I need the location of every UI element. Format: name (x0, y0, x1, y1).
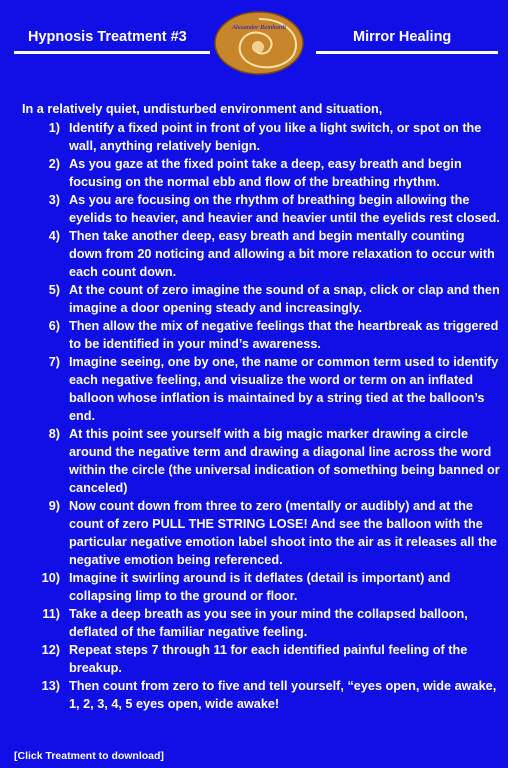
step-number: 13) (41, 679, 60, 693)
intro-text: In a relatively quiet, undisturbed environment and situation, (22, 102, 383, 116)
step-number: 10) (41, 571, 60, 585)
step-number: 11) (42, 607, 60, 621)
step-number: 9) (48, 499, 60, 513)
step-number: 5) (48, 283, 60, 297)
step-number: 4) (48, 229, 60, 243)
step-text: At this point see yourself with a big magic marker drawing a circle around the negative term and drawing a diagonal line across the word within the circle (the universal indication of something being banned or canceled) (69, 427, 500, 495)
list-item (22, 155, 500, 191)
step-number: 3) (48, 193, 60, 207)
step-text: Identify a fixed point in front of you like a light switch, or spot on the wall, anything relatively benign. (69, 121, 482, 153)
list-item (22, 353, 500, 425)
list-item (22, 281, 500, 317)
list-item (22, 641, 500, 677)
step-number: 1) (48, 121, 60, 135)
step-number: 12) (41, 643, 60, 657)
list-item (22, 191, 500, 227)
treatment-content (22, 100, 500, 713)
logo-text: Alexander Reinhardt (231, 24, 287, 31)
step-text: Then count from zero to five and tell yourself, “eyes open, wide awake, 1, 2, 3, 4, 5 eyes open, wide awake! (69, 679, 497, 711)
step-text: Then take another deep, easy breath and begin mentally counting down from 20 noticing and allowing a bit more relaxation to occur with each count down. (69, 229, 495, 279)
step-text: Imagine it swirling around is it deflates (detail is important) and collapsing limp to the ground or floor. (69, 571, 451, 603)
list-item (22, 605, 500, 641)
list-item (22, 569, 500, 605)
header-left-rule (14, 51, 210, 54)
steps-list (22, 119, 500, 713)
list-item (22, 425, 500, 497)
step-text: At the count of zero imagine the sound of a snap, click or clap and then imagine a door opening steady and increasingly. (69, 283, 500, 315)
step-text: Imagine seeing, one by one, the name or common term used to identify each negative feeling, and visualize the word or term on an inflated balloon whose inflation is maintained by a string tied at the balloon’s end. (69, 355, 499, 423)
list-item (22, 497, 500, 569)
step-text: As you are focusing on the rhythm of breathing begin allowing the eyelids to heavier, and heavier and heavier until the eyelids rest closed. (69, 193, 500, 225)
step-text: Take a deep breath as you see in your mind the collapsed balloon, deflated of the familiar negative feeling. (69, 607, 468, 639)
header-right-title: Mirror Healing (353, 29, 452, 45)
nautilus-logo-icon (212, 9, 306, 75)
step-text: Now count down from three to zero (mentally or audibly) and at the count of zero PULL THE STRING LOSE! And see the balloon with the particular negative emotion label shoot into the air as it releases all the negative emotion being referenced. (69, 499, 497, 567)
download-treatment-link[interactable]: [Click Treatment to download] (14, 750, 164, 762)
step-number: 6) (48, 319, 60, 333)
step-number: 7) (48, 355, 60, 369)
header-left-title: Hypnosis Treatment #3 (28, 29, 187, 45)
step-text: Repeat steps 7 through 11 for each identified painful feeling of the breakup. (69, 643, 468, 675)
list-item (22, 227, 500, 281)
header-right-rule (316, 51, 498, 54)
list-item (22, 317, 500, 353)
step-number: 8) (48, 427, 60, 441)
step-text: Then allow the mix of negative feelings that the heartbreak as triggered to be identified in your mind’s awareness. (69, 319, 499, 351)
step-number: 2) (48, 157, 60, 171)
list-item (22, 677, 500, 713)
list-item (22, 119, 500, 155)
step-text: As you gaze at the fixed point take a deep, easy breath and begin focusing on the normal ebb and flow of the breathing rhythm. (69, 157, 462, 189)
